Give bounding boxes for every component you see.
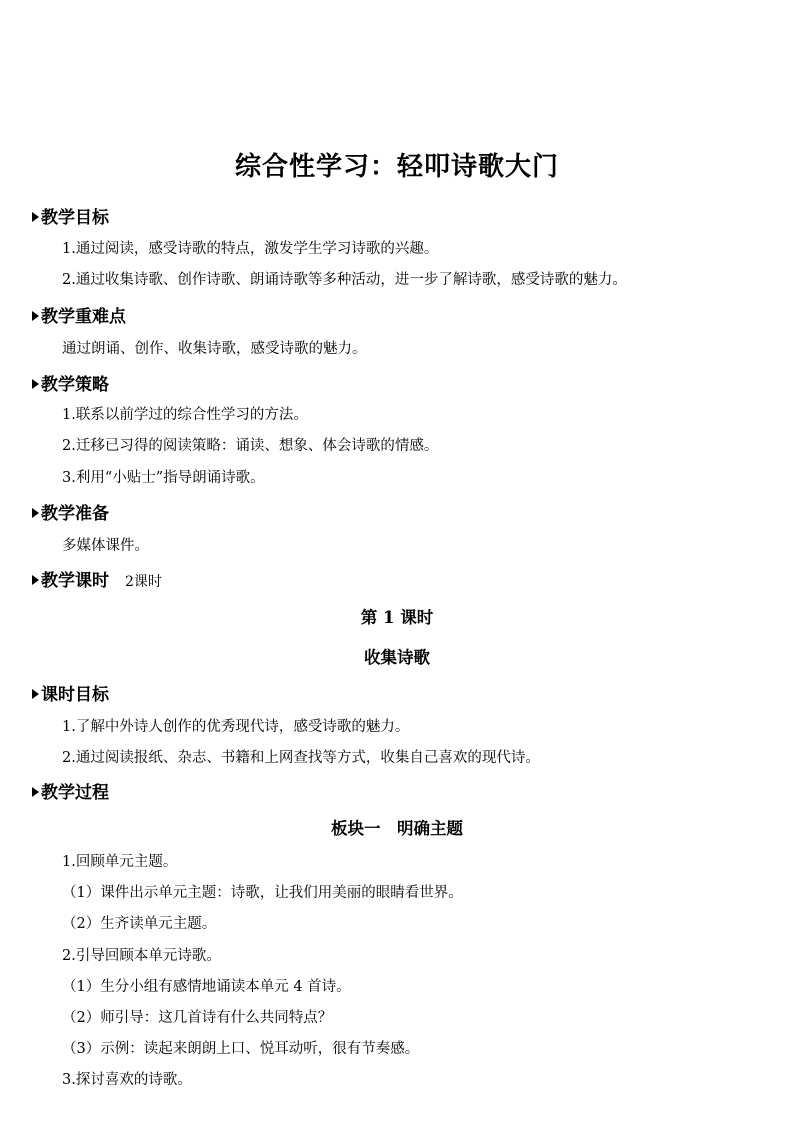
triangle-bullet-icon bbox=[32, 575, 39, 585]
heading-text: 教学目标 bbox=[41, 208, 109, 228]
lesson-subtitle: 收集诗歌 bbox=[364, 648, 430, 667]
list-item: 1.联系以前学过的综合性学习的方法。 bbox=[62, 407, 308, 423]
heading-text: 教学准备 bbox=[41, 504, 109, 524]
triangle-bullet-icon bbox=[32, 212, 39, 222]
list-item: 2.引导回顾本单元诗歌。 bbox=[62, 948, 221, 964]
triangle-bullet-icon bbox=[32, 689, 39, 699]
list-item: 1.通过阅读，感受诗歌的特点，激发学生学习诗歌的兴趣。 bbox=[62, 241, 439, 257]
list-item: 多媒体课件。 bbox=[62, 538, 149, 554]
heading-text: 教学过程 bbox=[41, 783, 109, 803]
section-heading-process bbox=[32, 778, 109, 803]
list-item: 1.回顾单元主题。 bbox=[62, 854, 178, 870]
list-item: （1）生分小组有感情地诵读本单元 4 首诗。 bbox=[62, 979, 351, 995]
heading-text: 教学策略 bbox=[41, 375, 109, 395]
list-item: 3.探讨喜欢的诗歌。 bbox=[62, 1072, 192, 1088]
triangle-bullet-icon bbox=[32, 508, 39, 518]
section-heading-goals bbox=[32, 203, 109, 228]
list-item: （2）生齐读单元主题。 bbox=[62, 916, 217, 932]
section-heading-strategy bbox=[32, 370, 109, 395]
list-item: 通过朗诵、创作、收集诗歌，感受诗歌的魅力。 bbox=[62, 341, 367, 357]
section-heading-hours bbox=[32, 566, 162, 591]
heading-text: 教学课时 bbox=[41, 571, 109, 591]
section-heading-key-points bbox=[32, 302, 126, 327]
triangle-bullet-icon bbox=[32, 787, 39, 797]
lesson-title: 第 1 课时 bbox=[360, 608, 434, 627]
triangle-bullet-icon bbox=[32, 379, 39, 389]
list-item: 2.通过阅读报纸、杂志、书籍和上网查找等方式，收集自己喜欢的现代诗。 bbox=[62, 750, 540, 766]
heading-text: 课时目标 bbox=[41, 685, 109, 705]
block-title: 板块一 明确主题 bbox=[331, 819, 463, 838]
list-item: （3）示例：读起来朗朗上口、悦耳动听，很有节奏感。 bbox=[62, 1041, 420, 1057]
list-item: （2）师引导：这几首诗有什么共同特点？ bbox=[62, 1010, 333, 1026]
heading-text: 教学重难点 bbox=[41, 307, 126, 327]
hours-value: 2课时 bbox=[125, 574, 162, 590]
section-heading-prep bbox=[32, 499, 109, 524]
triangle-bullet-icon bbox=[32, 311, 39, 321]
list-item: 2.通过收集诗歌、创作诗歌、朗诵诗歌等多种活动，进一步了解诗歌，感受诗歌的魅力。 bbox=[62, 272, 627, 288]
list-item: 3.利用“小贴士”指导朗诵诗歌。 bbox=[62, 470, 265, 486]
list-item: 1.了解中外诗人创作的优秀现代诗，感受诗歌的魅力。 bbox=[62, 719, 410, 735]
page-title: 综合性学习：轻叩诗歌大门 bbox=[234, 152, 559, 182]
list-item: （1）课件出示单元主题：诗歌，让我们用美丽的眼睛看世界。 bbox=[62, 885, 463, 901]
list-item: 2.迁移已习得的阅读策略：诵读、想象、体会诗歌的情感。 bbox=[62, 438, 439, 454]
section-heading-lesson-goals bbox=[32, 680, 109, 705]
